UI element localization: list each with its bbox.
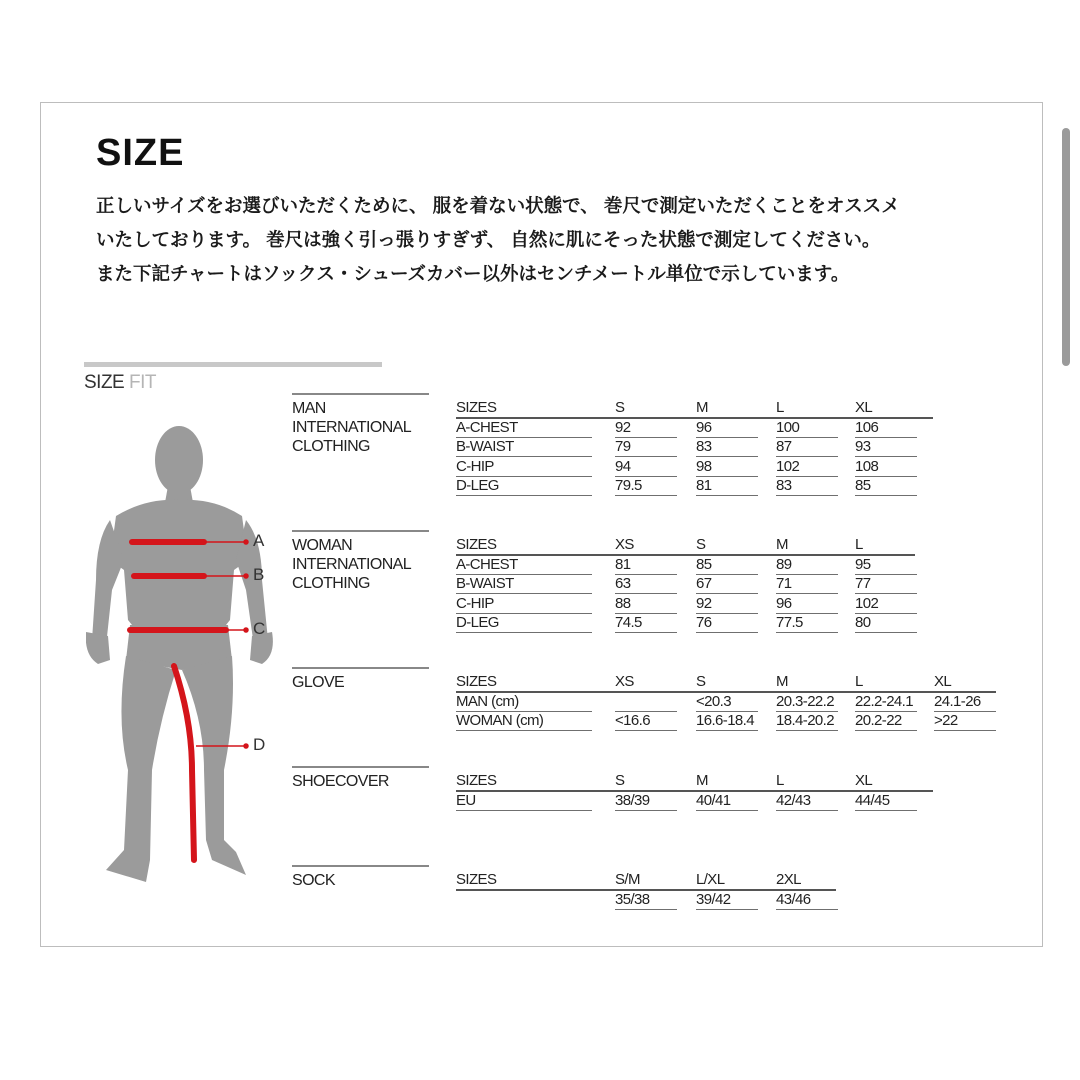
row-label: MAN (cm)	[456, 692, 519, 710]
row-label: D-LEG	[456, 614, 499, 631]
intro-text	[96, 189, 1026, 291]
table-cell: 102	[776, 457, 800, 475]
header-cell: SIZES	[456, 871, 497, 888]
table-cell: 98	[696, 457, 712, 475]
table-cell: <20.3	[696, 692, 731, 710]
section-rule	[292, 865, 429, 867]
marker-d: D	[253, 735, 266, 754]
table-cell: 106	[855, 418, 879, 436]
header-cell: 2XL	[776, 871, 801, 888]
intro-line: また下記チャートはソックス・シューズカバー以外はセンチメートル単位で示しています。	[96, 263, 850, 284]
header-cell: S	[615, 772, 625, 789]
intro-line: 正しいサイズをお選びいただくために、 服を着ない状態で、 巻尺で測定いただくことをオススメ	[96, 195, 900, 216]
header-cell: XS	[615, 673, 634, 690]
leg-measure-line	[174, 666, 194, 860]
section-name: GLOVE	[292, 674, 345, 691]
header-cell: L	[776, 399, 784, 416]
header-cell: S/M	[615, 871, 640, 888]
table-cell: 74.5	[615, 614, 642, 631]
section-name: SHOECOVER	[292, 773, 389, 790]
row-label: C-HIP	[456, 594, 494, 612]
table-cell: >22	[934, 712, 958, 729]
table-cell: 85	[855, 477, 871, 494]
header-cell: SIZES	[456, 673, 497, 690]
section-rule	[292, 530, 429, 532]
table-cell: 81	[615, 555, 631, 573]
table-cell: 76	[696, 614, 712, 631]
table-cell: 20.3-22.2	[776, 692, 834, 710]
fit-divider	[84, 362, 382, 367]
header-cell: M	[776, 536, 788, 553]
table-cell: 18.4-20.2	[776, 712, 834, 729]
header-cell: L/XL	[696, 871, 725, 888]
marker-c: C	[253, 619, 266, 638]
row-label: C-HIP	[456, 457, 494, 475]
table-cell: 100	[776, 418, 800, 436]
table-cell: 35/38	[615, 890, 650, 908]
header-cell: M	[696, 399, 708, 416]
table-cell: 83	[696, 438, 712, 455]
row-label: A-CHEST	[456, 555, 518, 573]
table-cell: 83	[776, 477, 792, 494]
table-cell: 81	[696, 477, 712, 494]
row-label: A-CHEST	[456, 418, 518, 436]
header-cell: XL	[934, 673, 952, 690]
header-cell: S	[696, 673, 706, 690]
section-name: SOCK	[292, 872, 335, 889]
header-cell: M	[776, 673, 788, 690]
marker-b: B	[253, 565, 265, 584]
header-cell: L	[855, 673, 863, 690]
table-cell: 63	[615, 575, 631, 592]
table-cell: 44/45	[855, 791, 890, 809]
table-cell: 96	[776, 594, 792, 612]
row-label: B-WAIST	[456, 575, 514, 592]
table-cell: 96	[696, 418, 712, 436]
table-cell: 24.1-26	[934, 692, 981, 710]
section-rule	[292, 667, 429, 669]
header-cell: L	[855, 536, 863, 553]
section-rule	[292, 393, 429, 395]
header-cell: SIZES	[456, 772, 497, 789]
intro-line: いたしております。 巻尺は強く引っ張りすぎず、 自然に肌にそった状態で測定してください。	[96, 229, 881, 250]
table-cell: 40/41	[696, 791, 731, 809]
header-cell: XL	[855, 399, 873, 416]
body-measurement-figure-icon	[86, 420, 286, 890]
size-fit-label	[84, 372, 156, 394]
header-cell: S	[696, 536, 706, 553]
table-cell: 102	[855, 594, 879, 612]
scrollbar-thumb[interactable]	[1062, 128, 1070, 366]
table-cell: <16.6	[615, 712, 650, 729]
table-cell: 39/42	[696, 890, 731, 908]
header-cell: M	[696, 772, 708, 789]
header-cell: SIZES	[456, 536, 497, 553]
table-cell: 108	[855, 457, 879, 475]
table-cell: 95	[855, 555, 871, 573]
header-cell: L	[776, 772, 784, 789]
row-label: D-LEG	[456, 477, 499, 494]
header-cell: XS	[615, 536, 634, 553]
table-cell: 92	[615, 418, 631, 436]
size-fit-label-size: SIZE	[84, 372, 125, 393]
table-cell: 79.5	[615, 477, 642, 494]
table-cell: 94	[615, 457, 631, 475]
header-cell: S	[615, 399, 625, 416]
table-cell: 42/43	[776, 791, 811, 809]
table-cell: 85	[696, 555, 712, 573]
table-cell: 87	[776, 438, 792, 455]
size-fit-label-fit: FIT	[129, 372, 157, 393]
table-cell: 89	[776, 555, 792, 573]
table-cell: 71	[776, 575, 792, 592]
header-rule	[456, 554, 915, 556]
header-cell: XL	[855, 772, 873, 789]
table-cell: 38/39	[615, 791, 650, 809]
table-cell: 16.6-18.4	[696, 712, 754, 729]
section-name: WOMAN INTERNATIONAL CLOTHING	[292, 537, 412, 592]
section-rule	[292, 766, 429, 768]
body-silhouette	[86, 426, 273, 882]
section-name: MAN INTERNATIONAL CLOTHING	[292, 400, 412, 455]
row-label: WOMAN (cm)	[456, 712, 544, 729]
page-title: SIZE	[96, 132, 185, 174]
table-cell: 88	[615, 594, 631, 612]
marker-a: A	[253, 531, 265, 550]
row-label: EU	[456, 791, 476, 809]
table-cell: 93	[855, 438, 871, 455]
table-cell: 77	[855, 575, 871, 592]
table-cell: 80	[855, 614, 871, 631]
header-cell: SIZES	[456, 399, 497, 416]
table-cell: 22.2-24.1	[855, 692, 913, 710]
table-cell: 92	[696, 594, 712, 612]
table-cell: 43/46	[776, 890, 811, 908]
table-cell: 79	[615, 438, 631, 455]
table-cell: 20.2-22	[855, 712, 902, 729]
table-cell: 77.5	[776, 614, 803, 631]
table-cell: 67	[696, 575, 712, 592]
row-label: B-WAIST	[456, 438, 514, 455]
